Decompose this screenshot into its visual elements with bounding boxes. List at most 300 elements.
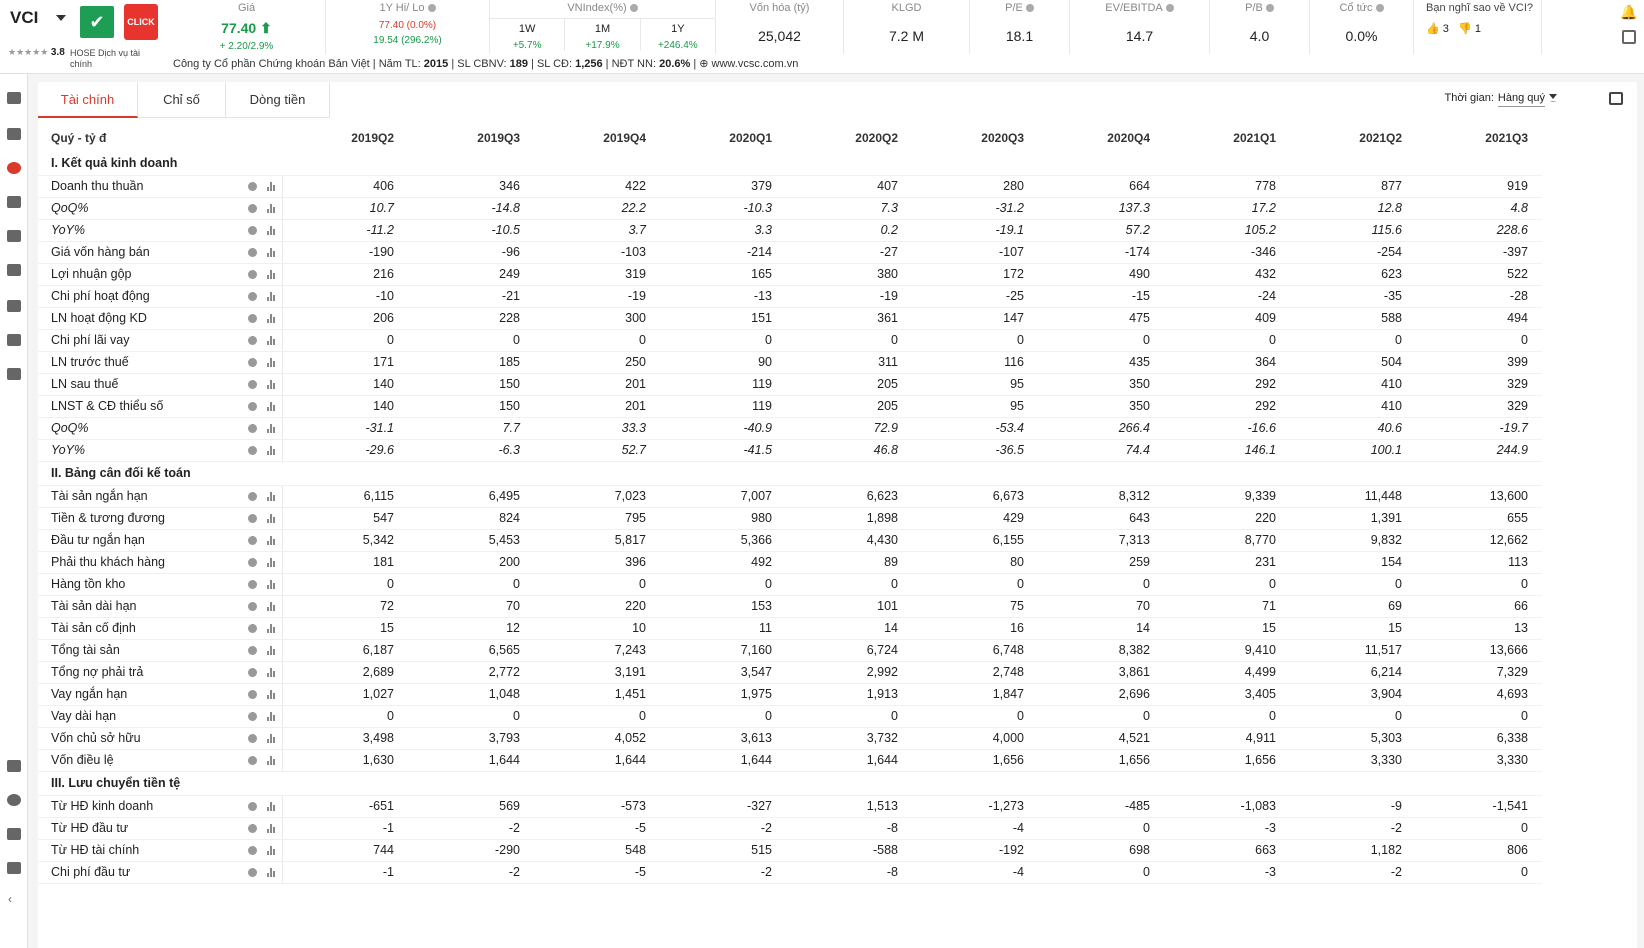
table-cell: 0 (1290, 329, 1416, 351)
bar-chart-icon[interactable] (267, 314, 276, 323)
tab-tai-chinh[interactable]: Tài chính (38, 82, 138, 118)
info-icon[interactable] (248, 314, 257, 323)
bar-chart-icon[interactable] (267, 446, 276, 455)
table-row (38, 417, 1542, 439)
klgd-value: 7.2 M (888, 28, 924, 44)
table-row (38, 573, 1542, 595)
lo-value: 19.54 (296.2%) (373, 35, 442, 46)
row-label: Vay ngắn hạn (38, 683, 232, 705)
table-cell: 71 (1164, 595, 1290, 617)
info-icon[interactable] (1166, 4, 1174, 12)
info-icon[interactable] (248, 204, 257, 213)
like-count: 3 (1442, 23, 1449, 35)
table-cell: 7,313 (1038, 529, 1164, 551)
row-actions (232, 573, 282, 595)
info-icon[interactable] (248, 846, 257, 855)
info-icon[interactable] (1376, 4, 1384, 12)
info-icon[interactable] (630, 4, 638, 12)
dislike-icon[interactable]: 👎 (1458, 23, 1472, 35)
row-actions (232, 285, 282, 307)
table-cell: 7.3 (786, 197, 912, 219)
stock-header (0, 0, 1644, 74)
left-sidebar (0, 74, 28, 948)
camera-icon[interactable] (7, 828, 21, 840)
table-cell: 9,339 (1164, 485, 1290, 507)
table-cell: 3,498 (282, 727, 408, 749)
row-label: QoQ% (38, 197, 232, 219)
info-icon[interactable] (1026, 4, 1034, 12)
column-header: 2020Q1 (729, 130, 772, 145)
table-cell: 16 (912, 617, 1038, 639)
row-label: Lợi nhuận gộp (38, 263, 232, 285)
table-cell: 4,052 (534, 727, 660, 749)
table-cell: 655 (1416, 507, 1542, 529)
table-cell: 410 (1290, 373, 1416, 395)
info-icon[interactable] (1266, 4, 1274, 12)
row-actions (232, 417, 282, 439)
table-cell: 57.2 (1038, 219, 1164, 241)
ticker-dropdown-icon[interactable] (56, 15, 66, 21)
vn-tab-1y[interactable] (641, 19, 715, 51)
document-icon[interactable] (7, 760, 21, 772)
table-cell: 795 (534, 507, 660, 529)
table-cell: 364 (1164, 351, 1290, 373)
table-cell: 435 (1038, 351, 1164, 373)
table-cell: 3,191 (534, 661, 660, 683)
table-cell: 220 (534, 595, 660, 617)
table-cell: 4,000 (912, 727, 1038, 749)
info-icon[interactable] (248, 292, 257, 301)
table-cell: -346 (1164, 241, 1290, 263)
table-cell: 11 (660, 617, 786, 639)
info-icon[interactable] (248, 536, 257, 545)
column-header: 2020Q4 (1107, 130, 1150, 145)
table-cell: 0.2 (786, 219, 912, 241)
vn-tab-1m[interactable] (565, 19, 640, 51)
table-cell: 4,499 (1164, 661, 1290, 683)
row-actions (232, 529, 282, 551)
table-cell: 75 (912, 595, 1038, 617)
table-cell: 0 (408, 329, 534, 351)
table-cell: 13 (1416, 617, 1542, 639)
table-cell: 4,430 (786, 529, 912, 551)
pe-value: 18.1 (1005, 28, 1034, 44)
column-header: 2021Q1 (1233, 130, 1276, 145)
table-cell: 548 (534, 839, 660, 861)
table-row (38, 595, 1542, 617)
click-badge[interactable]: CLICK (124, 4, 158, 40)
table-cell: 0 (1164, 573, 1290, 595)
bar-chart-icon[interactable] (267, 292, 276, 301)
row-actions (232, 197, 282, 219)
table-cell: 0 (1038, 329, 1164, 351)
row-label: Từ HĐ tài chính (38, 839, 232, 861)
table-row (38, 839, 1542, 861)
info-icon[interactable] (248, 358, 257, 367)
bar-chart-icon[interactable] (267, 514, 276, 523)
table-cell: -2 (660, 861, 786, 883)
row-label: YoY% (38, 219, 232, 241)
table-cell: 14 (786, 617, 912, 639)
table-row (38, 197, 1542, 219)
table-cell: 361 (786, 307, 912, 329)
table-cell: 0 (534, 329, 660, 351)
table-row (38, 395, 1542, 417)
table-cell: 379 (660, 175, 786, 197)
table-cell: -31.1 (282, 417, 408, 439)
table-cell: 0 (1164, 329, 1290, 351)
info-icon[interactable] (248, 580, 257, 589)
table-cell: 70 (408, 595, 534, 617)
table-cell: 1,048 (408, 683, 534, 705)
table-cell: 8,312 (1038, 485, 1164, 507)
bar-chart-icon[interactable] (267, 226, 276, 235)
table-cell: -107 (912, 241, 1038, 263)
info-icon[interactable] (248, 690, 257, 699)
chevron-down-icon[interactable] (1549, 94, 1557, 102)
tab-dong-tien[interactable]: Dòng tiền (226, 82, 330, 118)
table-row (38, 749, 1542, 771)
bar-chart-icon[interactable] (267, 492, 276, 501)
tab-chi-so[interactable]: Chỉ số (138, 82, 226, 118)
row-label: Đầu tư ngắn hạn (38, 529, 232, 551)
vn-value: +17.9% (585, 40, 620, 51)
table-header-row (38, 124, 1542, 151)
bar-chart-icon[interactable] (267, 204, 276, 213)
row-actions (232, 595, 282, 617)
table-cell: 228 (408, 307, 534, 329)
settings-icon[interactable] (7, 162, 21, 174)
table-cell: 3,861 (1038, 661, 1164, 683)
bar-chart-icon[interactable] (267, 756, 276, 765)
bar-chart-icon[interactable] (267, 424, 276, 433)
bar-chart-icon[interactable] (267, 580, 276, 589)
table-cell: 7,329 (1416, 661, 1542, 683)
table-cell: 3,405 (1164, 683, 1290, 705)
bar-chart-icon[interactable] (267, 690, 276, 699)
table-cell: 0 (660, 573, 786, 595)
dividend-cell (1310, 0, 1414, 54)
table-cell: 2,696 (1038, 683, 1164, 705)
row-label: Tài sản cố định (38, 617, 232, 639)
table-cell: 1,898 (786, 507, 912, 529)
section-row (38, 151, 1542, 175)
table-cell: 0 (1038, 705, 1164, 727)
info-icon[interactable] (248, 226, 257, 235)
info-icon[interactable] (248, 646, 257, 655)
price-change: + 2.20/2.9% (219, 41, 274, 52)
mcap-value: 25,042 (758, 28, 801, 44)
like-icon[interactable]: 👍 (1426, 23, 1440, 35)
table-cell: 0 (282, 705, 408, 727)
table-cell: 980 (660, 507, 786, 529)
table-cell: -8 (786, 817, 912, 839)
table-cell: 150 (408, 395, 534, 417)
rss-icon[interactable] (7, 334, 21, 346)
bar-chart-icon[interactable] (267, 380, 276, 389)
table-cell: 52.7 (534, 439, 660, 461)
table-cell: 3,330 (1416, 749, 1542, 771)
table-cell: 171 (282, 351, 408, 373)
table-cell: -19 (786, 285, 912, 307)
table-cell: 2,748 (912, 661, 1038, 683)
pb-value: 4.0 (1249, 28, 1270, 44)
row-actions (232, 683, 282, 705)
bar-chart-icon[interactable] (267, 802, 276, 811)
vnindex-label: VNIndex(%) (567, 2, 627, 14)
table-cell: -96 (408, 241, 534, 263)
bar-chart-icon[interactable] (267, 536, 276, 545)
table-row (38, 683, 1542, 705)
table-cell: -28 (1416, 285, 1542, 307)
table-cell: -2 (1290, 861, 1416, 883)
table-cell: -190 (282, 241, 408, 263)
bar-chart-icon[interactable] (267, 734, 276, 743)
table-cell: -19.1 (912, 219, 1038, 241)
bar-chart-icon[interactable] (267, 646, 276, 655)
bar-chart-icon[interactable] (267, 248, 276, 257)
table-cell: 80 (912, 551, 1038, 573)
pie-icon[interactable] (7, 794, 21, 806)
info-icon[interactable] (248, 802, 257, 811)
bar-chart-icon[interactable] (267, 270, 276, 279)
info-icon[interactable] (248, 514, 257, 523)
table-cell: 1,644 (408, 749, 534, 771)
time-filter[interactable] (1445, 92, 1558, 104)
info-icon[interactable] (248, 558, 257, 567)
people-icon[interactable] (7, 264, 21, 276)
hi-value: 77.40 (0.0%) (378, 20, 437, 31)
table-cell: -14.8 (408, 197, 534, 219)
message-icon[interactable] (7, 368, 21, 380)
bar-chart-icon[interactable] (267, 824, 276, 833)
table-cell: -29.6 (282, 439, 408, 461)
table-cell: 69 (1290, 595, 1416, 617)
table-cell: 146.1 (1164, 439, 1290, 461)
table-cell: 569 (408, 795, 534, 817)
table-cell: 0 (1416, 573, 1542, 595)
info-icon[interactable] (248, 402, 257, 411)
table-cell: 206 (282, 307, 408, 329)
table-cell: -31.2 (912, 197, 1038, 219)
info-icon[interactable] (248, 868, 257, 877)
table-cell: 877 (1290, 175, 1416, 197)
info-icon[interactable] (248, 712, 257, 721)
info-icon[interactable] (248, 380, 257, 389)
info-icon[interactable] (248, 270, 257, 279)
table-cell: 1,975 (660, 683, 786, 705)
bar-chart-icon[interactable] (267, 182, 276, 191)
bar-chart-icon[interactable] (267, 868, 276, 877)
vn-tab-1w[interactable] (490, 19, 565, 51)
calendar-icon[interactable] (1622, 30, 1636, 44)
pb-cell (1210, 0, 1310, 54)
table-cell: -36.5 (912, 439, 1038, 461)
table-cell: 475 (1038, 307, 1164, 329)
table-cell: -588 (786, 839, 912, 861)
vn-value: +5.7% (512, 40, 542, 51)
table-cell: 231 (1164, 551, 1290, 573)
row-label: Phải thu khách hàng (38, 551, 232, 573)
pb-label: P/B (1245, 2, 1263, 14)
bar-chart-icon[interactable] (267, 558, 276, 567)
table-cell: 3,547 (660, 661, 786, 683)
table-cell: 40.6 (1290, 417, 1416, 439)
section-row (38, 461, 1542, 485)
dashboard-icon[interactable] (7, 92, 21, 104)
table-cell: -6.3 (408, 439, 534, 461)
table-cell: 778 (1164, 175, 1290, 197)
bar-chart-icon[interactable] (267, 712, 276, 721)
financial-table (38, 124, 1542, 884)
table-row (38, 639, 1542, 661)
chevron-left-icon[interactable]: ‹ (8, 892, 12, 906)
table-cell: 5,303 (1290, 727, 1416, 749)
info-icon[interactable] (248, 734, 257, 743)
row-actions (232, 485, 282, 507)
sentiment-cell (1414, 0, 1542, 54)
table-cell: -41.5 (660, 439, 786, 461)
table-row (38, 529, 1542, 551)
bell-icon[interactable]: 🔔 (1620, 4, 1638, 20)
row-label: LN trước thuế (38, 351, 232, 373)
bar-chart-icon[interactable] (267, 402, 276, 411)
table-cell: 74.4 (1038, 439, 1164, 461)
table-cell: 806 (1416, 839, 1542, 861)
table-cell: 4,911 (1164, 727, 1290, 749)
vn-value: +246.4% (657, 40, 698, 51)
column-header: 2020Q3 (981, 130, 1024, 145)
compare-icon[interactable] (7, 196, 21, 208)
row-actions (232, 373, 282, 395)
info-icon[interactable] (248, 248, 257, 257)
table-cell: 0 (1038, 861, 1164, 883)
row-actions (232, 551, 282, 573)
table-cell: 4.8 (1416, 197, 1542, 219)
table-cell: 1,656 (1164, 749, 1290, 771)
share-icon[interactable] (7, 862, 21, 874)
table-cell: 7,007 (660, 485, 786, 507)
table-cell: -1 (282, 817, 408, 839)
info-icon[interactable] (248, 336, 257, 345)
table-row (38, 329, 1542, 351)
info-icon[interactable] (248, 624, 257, 633)
info-icon[interactable] (248, 492, 257, 501)
info-icon[interactable] (428, 4, 436, 12)
row-actions (232, 351, 282, 373)
watchlist-icon[interactable]: ✔ (80, 6, 114, 38)
table-cell: 0 (660, 329, 786, 351)
table-row (38, 507, 1542, 529)
info-icon[interactable] (248, 668, 257, 677)
industry: Dịch vụ tài chính (70, 48, 141, 69)
bar-chart-icon[interactable] (267, 668, 276, 677)
row-actions (232, 727, 282, 749)
table-row (38, 617, 1542, 639)
table-cell: 66 (1416, 595, 1542, 617)
info-icon[interactable] (248, 602, 257, 611)
mcap-cell (716, 0, 844, 54)
info-icon[interactable] (248, 182, 257, 191)
table-cell: 101 (786, 595, 912, 617)
table-cell: 0 (912, 573, 1038, 595)
info-icon[interactable] (248, 824, 257, 833)
row-label: Hàng tồn kho (38, 573, 232, 595)
row-actions (232, 817, 282, 839)
section-title: II. Bảng cân đối kế toán (38, 461, 1542, 485)
table-cell: 300 (534, 307, 660, 329)
row-actions (232, 661, 282, 683)
table-cell: 15 (1164, 617, 1290, 639)
bar-chart-icon[interactable] (267, 846, 276, 855)
bar-chart-icon[interactable] (267, 602, 276, 611)
table-row (38, 727, 1542, 749)
table-cell: 6,565 (408, 639, 534, 661)
table-cell: 409 (1164, 307, 1290, 329)
grid-icon[interactable] (7, 300, 21, 312)
table-cell: -1,273 (912, 795, 1038, 817)
table-cell: -13 (660, 285, 786, 307)
chart-icon[interactable] (7, 128, 21, 140)
table-row (38, 263, 1542, 285)
table-cell: -254 (1290, 241, 1416, 263)
ticker-symbol[interactable]: VCI (10, 8, 39, 27)
section-row (38, 771, 1542, 795)
table-cell: 6,115 (282, 485, 408, 507)
table-cell: 3,732 (786, 727, 912, 749)
table-cell: 1,182 (1290, 839, 1416, 861)
table-cell: 399 (1416, 351, 1542, 373)
table-cell: -2 (408, 861, 534, 883)
table-cell: 228.6 (1416, 219, 1542, 241)
table-cell: -2 (1290, 817, 1416, 839)
table-cell: 406 (282, 175, 408, 197)
vnindex-cell (490, 0, 716, 54)
table-row (38, 307, 1542, 329)
row-label: Vốn điều lệ (38, 749, 232, 771)
bar-chart-icon[interactable] (267, 358, 276, 367)
website-link[interactable]: ⊕ www.vcsc.com.vn (699, 58, 799, 70)
table-cell: 0 (1416, 817, 1542, 839)
table-cell: 623 (1290, 263, 1416, 285)
row-actions (232, 329, 282, 351)
table-cell: 3,330 (1290, 749, 1416, 771)
bar-chart-icon[interactable] (267, 336, 276, 345)
table-cell: 72 (282, 595, 408, 617)
row-label: Từ HĐ đầu tư (38, 817, 232, 839)
section-title: III. Lưu chuyển tiền tệ (38, 771, 1542, 795)
table-row (38, 351, 1542, 373)
table-cell: 216 (282, 263, 408, 285)
table-cell: 5,817 (534, 529, 660, 551)
table-cell: 1,391 (1290, 507, 1416, 529)
table-cell: 4,521 (1038, 727, 1164, 749)
table-cell: 0 (408, 573, 534, 595)
info-icon[interactable] (248, 756, 257, 765)
info-icon[interactable] (248, 424, 257, 433)
bar-chart-icon[interactable] (267, 624, 276, 633)
table-cell: 7,243 (534, 639, 660, 661)
table-cell: -4 (912, 817, 1038, 839)
info-icon[interactable] (248, 446, 257, 455)
table-cell: 205 (786, 373, 912, 395)
database-icon[interactable] (7, 230, 21, 242)
row-actions (232, 439, 282, 461)
namtl-value: 2015 (423, 58, 449, 70)
table-cell: -290 (408, 839, 534, 861)
chart-toggle-icon[interactable] (1609, 92, 1623, 105)
table-cell: 6,623 (786, 485, 912, 507)
